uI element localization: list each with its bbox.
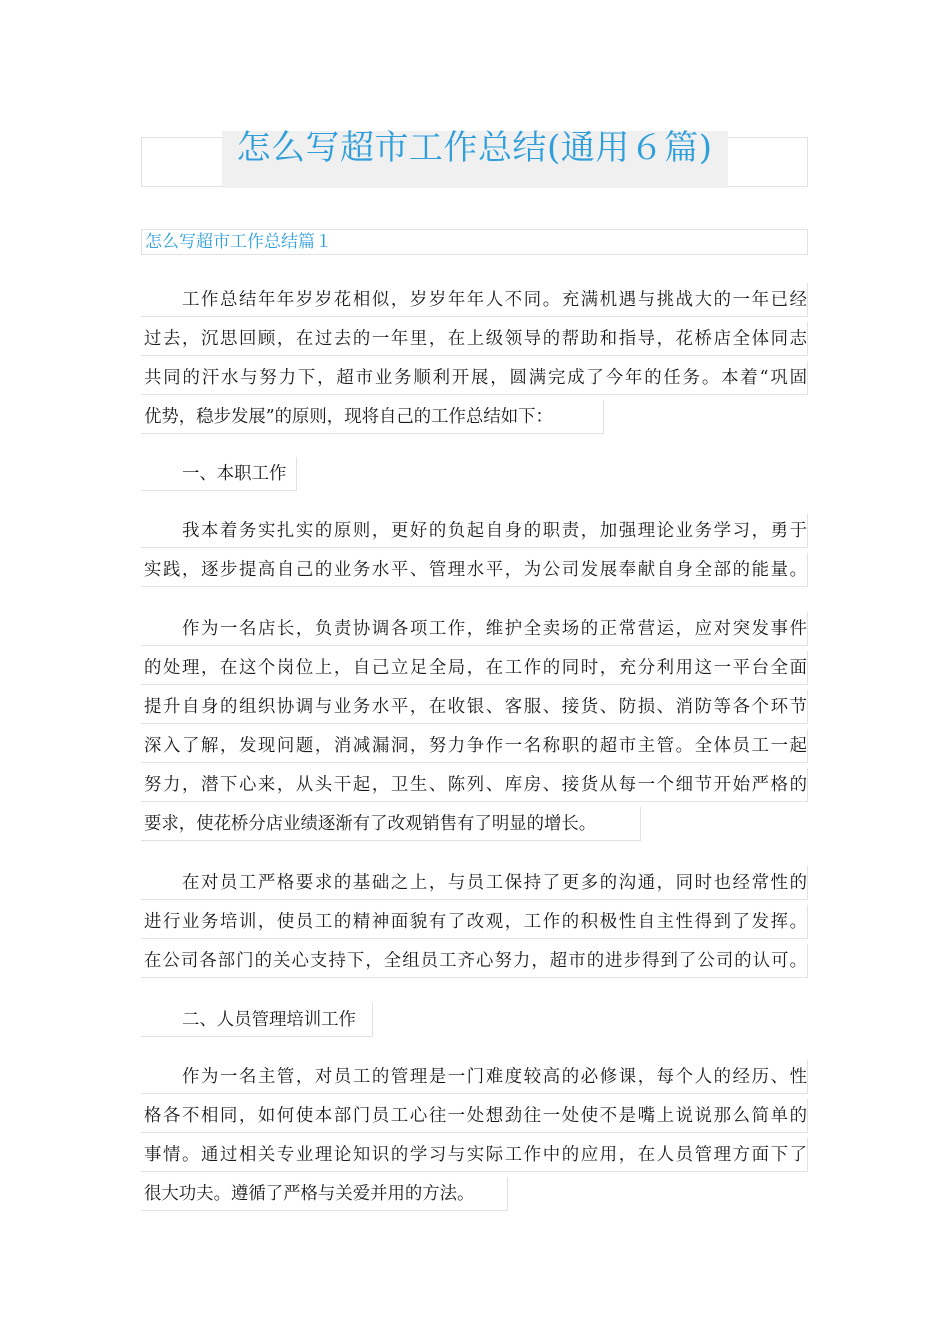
paragraph-line: 过去，沉思回顾，在过去的一年里，在上级领导的帮助和指导，花桥店全体同志 — [141, 322, 808, 356]
subheading-staff-management: 二、人员管理培训工作 — [141, 1003, 373, 1037]
paragraph-line: 要求，使花桥分店业绩逐渐有了改观销售有了明显的增长。 — [141, 807, 641, 841]
paragraph-line: 作为一名主管，对员工的管理是一门难度较高的必修课，每个人的经历、性 — [141, 1060, 808, 1094]
paragraph-line: 我本着务实扎实的原则，更好的负起自身的职责，加强理论业务学习，勇于 — [141, 514, 808, 548]
paragraph-line: 努力，潜下心来，从头干起，卫生、陈列、库房、接货从每一个细节开始严格的 — [141, 768, 808, 802]
paragraph-line: 进行业务培训，使员工的精神面貌有了改观，工作的积极性自主性得到了发挥。 — [141, 905, 808, 939]
paragraph-line: 工作总结年年岁岁花相似，岁岁年年人不同。充满机遇与挑战大的一年已经 — [141, 283, 808, 317]
paragraph-line: 实践，逐步提高自己的业务水平、管理水平，为公司发展奉献自身全部的能量。 — [141, 553, 808, 587]
paragraph-line: 提升自身的组织协调与业务水平，在收银、客服、接货、防损、消防等各个环节 — [141, 690, 808, 724]
paragraph-line: 深入了解，发现问题，消减漏洞，努力争作一名称职的超市主管。全体员工一起 — [141, 729, 808, 763]
document-title: 怎么写超市工作总结(通用６篇) — [236, 128, 713, 168]
paragraph-line: 格各不相同，如何使本部门员工心往一处想劲往一处使不是嘴上说说那么简单的 — [141, 1099, 808, 1133]
paragraph-line: 很大功夫。遵循了严格与关爱并用的方法。 — [141, 1177, 508, 1211]
section-heading: 怎么写超市工作总结篇１ — [141, 229, 808, 255]
paragraph-line: 在公司各部门的关心支持下，全组员工齐心努力，超市的进步得到了公司的认可。 — [141, 944, 808, 978]
paragraph-line: 共同的汗水与努力下，超市业务顺利开展，圆满完成了今年的任务。本着“巩固 — [141, 361, 808, 395]
paragraph-line: 事情。通过相关专业理论知识的学习与实际工作中的应用，在人员管理方面下了 — [141, 1138, 808, 1172]
paragraph-line: 的处理，在这个岗位上，自己立足全局，在工作的同时，充分利用这一平台全面 — [141, 651, 808, 685]
paragraph-line: 在对员工严格要求的基础之上，与员工保持了更多的沟通，同时也经常性的 — [141, 866, 808, 900]
paragraph-line: 优势，稳步发展”的原则，现将自己的工作总结如下： — [141, 400, 604, 434]
subheading-duties: 一、本职工作 — [141, 457, 297, 491]
paragraph-line: 作为一名店长，负责协调各项工作，维护全卖场的正常营运，应对突发事件 — [141, 612, 808, 646]
